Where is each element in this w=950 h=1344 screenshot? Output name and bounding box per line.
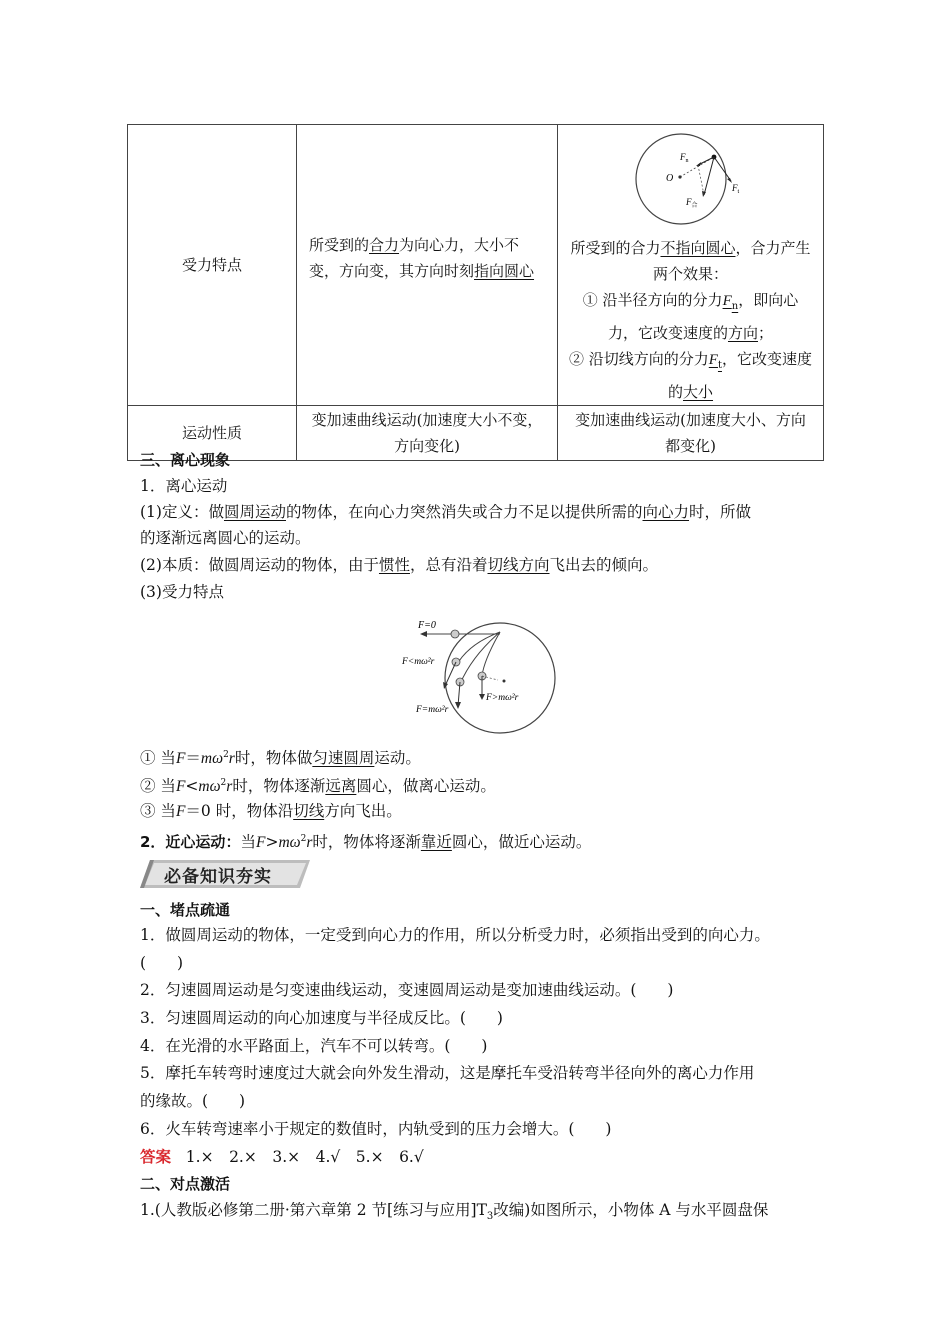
force-decomposition-figure xyxy=(626,129,756,231)
row-motion-label: 运动性质 xyxy=(128,406,297,461)
condition-1: ① 当$F=m\omega^2r$时，物体做匀速圆周运动。 xyxy=(140,749,421,768)
force-characteristic-heading: (3)受力特点 xyxy=(140,583,224,601)
label-fless: F<mω²r xyxy=(402,657,435,667)
uniform-motion-text: 变加速曲线运动(加速度大小不变，方向变化) xyxy=(297,406,558,461)
centripetal-motion: 2．近心运动：当$F>m\omega^2r$时，物体将逐渐靠近圆心，做近心运动。 xyxy=(140,833,592,852)
question-4: 4．在光滑的水平路面上，汽车不可以转弯。( ) xyxy=(140,1037,488,1055)
nonuniform-force-text: 所受到的合力不指向圆心，合力产生两个效果： ① 沿半径方向的分力$F_n$，即向心力，它改变速度的方向； ② 沿切线方向的分力$F_t$，它改变速度的大小 xyxy=(569,239,812,401)
comparison-table xyxy=(127,124,824,461)
nonuniform-force-cell xyxy=(558,125,824,406)
label-f0: F=0 xyxy=(418,620,436,631)
question-2: 2．匀速圆周运动是匀变速曲线运动，变速圆周运动是变加速曲线运动。( ) xyxy=(140,981,674,999)
svg-text:Fn: $F_n$ xyxy=(679,152,688,164)
question-3: 3．匀速圆周运动的向心加速度与半径成反比。( ) xyxy=(140,1009,503,1027)
row-force-label: 受力特点 xyxy=(128,125,297,406)
condition-3: ③ 当F＝0 时，物体沿切线方向飞出。 xyxy=(140,802,402,820)
centrifugal-definition-cont: 的逐渐远离圆心的运动。 xyxy=(140,529,311,547)
centrifugal-figure xyxy=(402,614,560,726)
svg-text:F合: $F_合$ xyxy=(685,197,698,209)
question-6: 6．火车转弯速率小于规定的数值时，内轨受到的压力会增大。( ) xyxy=(140,1120,612,1138)
label-feq: F=mω²r xyxy=(416,705,449,715)
centrifugal-heading: 1．离心运动 xyxy=(140,477,228,495)
label-fgt: F>mω²r xyxy=(486,693,519,703)
part2-question-1: 1.(人教版必修第二册·第六章第 2 节[练习与应用]$T_3$改编)如图所示，小物体 A 与水平圆盘保 xyxy=(140,1201,769,1223)
section3-title: 三、离心现象 xyxy=(140,451,231,469)
centrifugal-essence: (2)本质：做圆周运动的物体，由于惯性，总有沿着切线方向飞出去的倾向。 xyxy=(140,556,659,574)
nonuniform-motion-text: 变加速曲线运动(加速度大小、方向都变化) xyxy=(558,406,824,461)
section-banner xyxy=(140,858,310,890)
uniform-force-text: 所受到的合力为向心力，大小不变，方向变，其方向时刻指向圆心 xyxy=(297,125,558,406)
part2-title: 二、对点激活 xyxy=(140,1175,231,1193)
condition-2: ② 当$F<m\omega^2r$时，物体逐渐远离圆心，做离心运动。 xyxy=(140,777,496,796)
answer-values: 1.× 2.× 3.× 4.√ 5.× 6.√ xyxy=(185,1148,424,1166)
centrifugal-definition: (1)定义：做圆周运动的物体，在向心力突然消失或合力不足以提供所需的向心力时，所做 xyxy=(140,503,752,521)
answer-label: 答案 xyxy=(140,1148,172,1166)
answer-line xyxy=(140,1147,424,1167)
question-1: 1．做圆周运动的物体，一定受到向心力的作用，所以分析受力时，必须指出受到的向心力。 xyxy=(140,926,770,944)
banner-title: 必备知识夯实 xyxy=(164,867,272,887)
part1-title: 一、堵点疏通 xyxy=(140,901,231,919)
question-5: 5．摩托车转弯时速度过大就会向外发生滑动，这是摩托车受沿转弯半径向外的离心力作用 xyxy=(140,1064,755,1082)
fig-label-o: O xyxy=(665,173,673,184)
question-1-blank: ( ) xyxy=(140,954,184,972)
svg-text:Ft: $F_t$ xyxy=(731,183,739,195)
question-5-cont: 的缘故。( ) xyxy=(140,1092,246,1110)
